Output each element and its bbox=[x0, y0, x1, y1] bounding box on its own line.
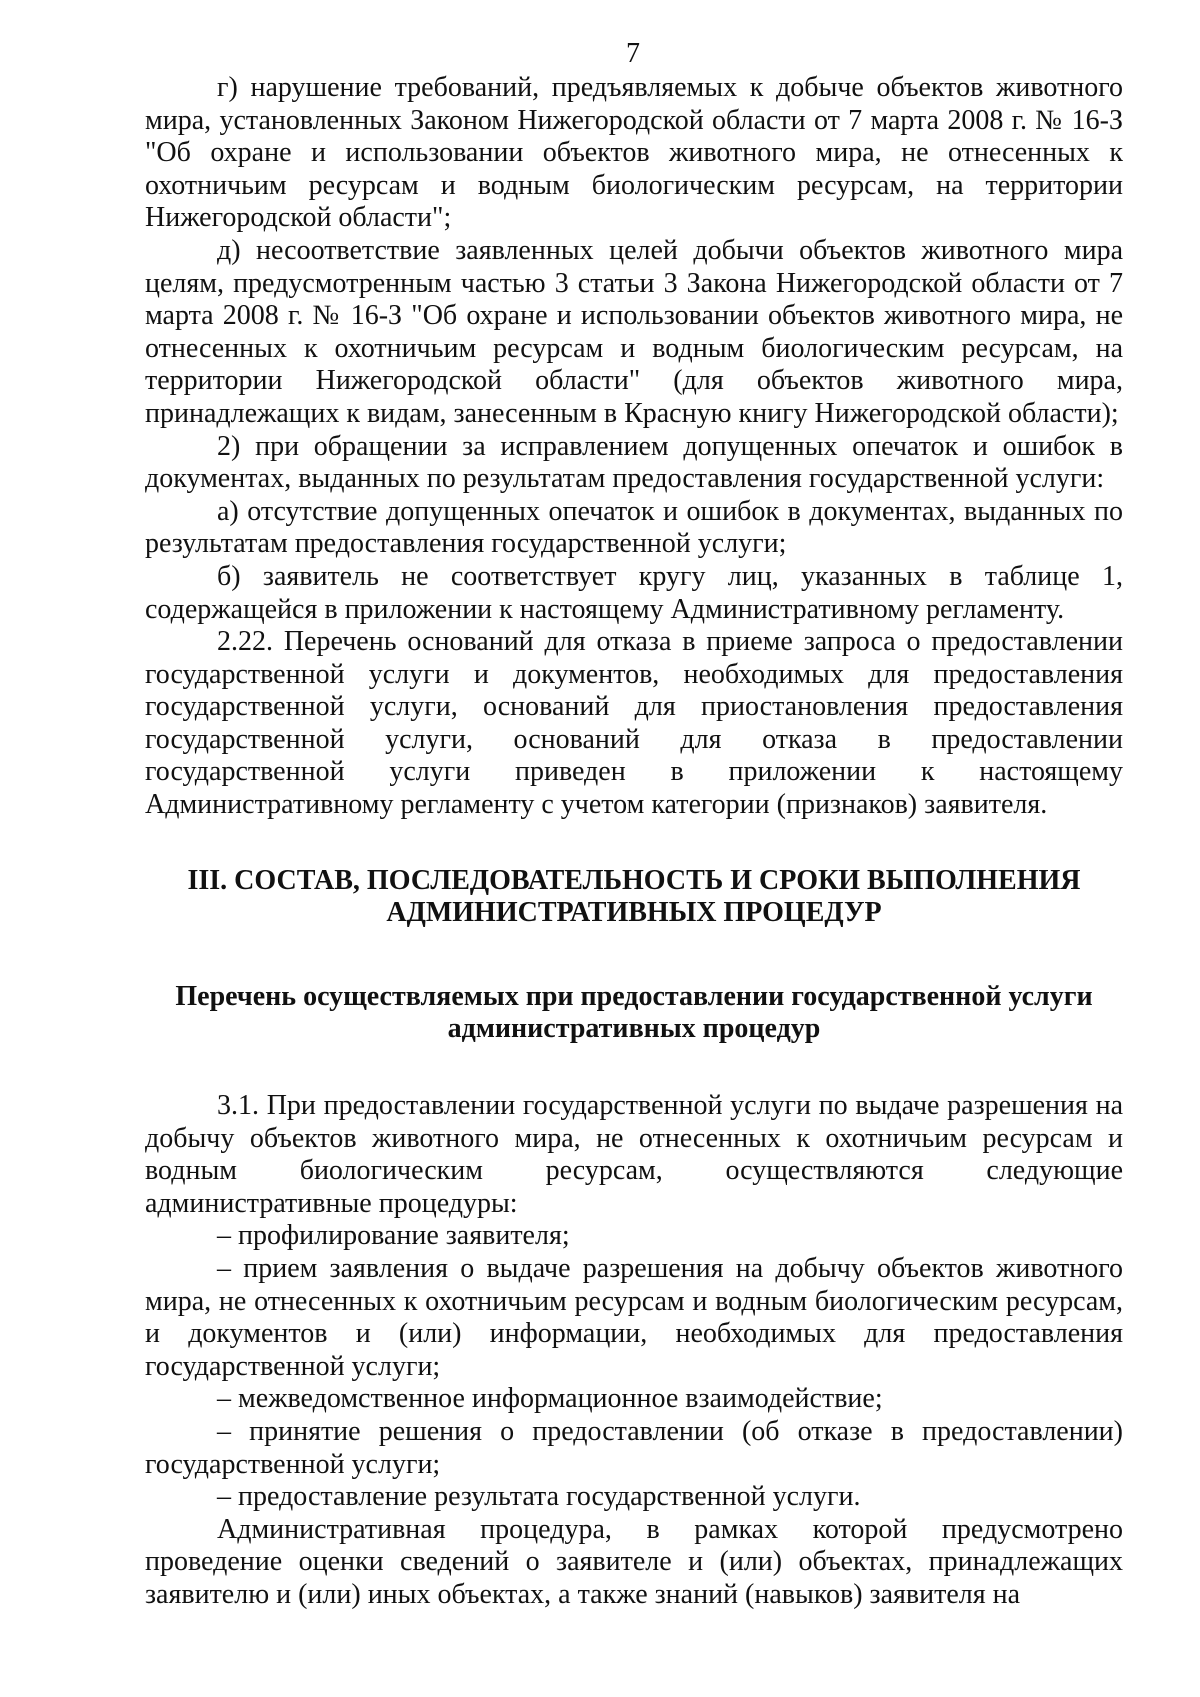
page-number: 7 bbox=[626, 38, 640, 69]
subsection-heading-line-2: административных процедур bbox=[447, 1013, 821, 1045]
list-item-interagency: – межведомственное информационное взаимодействие; bbox=[217, 1383, 883, 1415]
paragraph-3-1: 3.1. При предоставлении государственной услуги по выдаче разрешения на добычу объектов животного мира, не отнесенных к охотничьим ресурсам и водным биологическим ресурсам, осуществляются следующие административные процедуры: bbox=[145, 1090, 1123, 1219]
paragraph-item-2: 2) при обращении за исправлением допущенных опечаток и ошибок в документах, выданных по результатам предоставления государственной услуги: bbox=[145, 430, 1123, 495]
list-item-decision: – принятие решения о предоставлении (об отказе в предоставлении) государственной услуги; bbox=[145, 1415, 1123, 1480]
paragraph-admin-procedure: Административная процедура, в рамках которой предусмотрено проведение оценки сведений о заявителе и (или) объектах, принадлежащих заявителю и (или) иных объектах, а также знаний (навыков) заявителя на bbox=[145, 1513, 1123, 1610]
list-item-reception: – прием заявления о выдаче разрешения на добычу объектов животного мира, не отнесенных к охотничьим ресурсам и водным биологическим ресурсам, и документов и (или) информации, необходимых для предоставления государственной услуги; bbox=[145, 1253, 1123, 1382]
procedures-block bbox=[145, 1090, 1123, 1612]
paragraph-item-g: г) нарушение требований, предъявляемых к добыче объектов животного мира, установленных Законом Нижегородской области от 7 марта 2008 г. № 16-З "Об охране и использовании объектов животного мира, не отнесенных к охотничьим ресурсам и водным биологическим ресурсам, на территории Нижегородской области"; bbox=[145, 72, 1123, 234]
paragraph-item-b: б) заявитель не соответствует кругу лиц, указанных в таблице 1, содержащейся в приложении к настоящему Административному регламенту. bbox=[145, 560, 1123, 625]
document-body bbox=[145, 72, 1123, 1612]
subsection-heading-line-1: Перечень осуществляемых при предоставлении государственной услуги bbox=[175, 980, 1093, 1012]
section-heading-line-1: III. СОСТАВ, ПОСЛЕДОВАТЕЛЬНОСТЬ И СРОКИ ВЫПОЛНЕНИЯ bbox=[187, 864, 1081, 896]
list-item-profiling: – профилирование заявителя; bbox=[217, 1220, 570, 1252]
section-heading bbox=[145, 865, 1123, 930]
list-item-result: – предоставление результата государственной услуги. bbox=[217, 1481, 861, 1513]
paragraph-2-22: 2.22. Перечень оснований для отказа в приеме запроса о предоставлении государственной услуги и документов, необходимых для предоставления государственной услуги, оснований для приостановления предоставления государственной услуги, оснований для отказа в предоставлении государственной услуги приведен в приложении к настоящему Административному регламенту с учетом категории (признаков) заявителя. bbox=[145, 626, 1123, 821]
section-heading-line-2: АДМИНИСТРАТИВНЫХ ПРОЦЕДУР bbox=[386, 897, 882, 929]
subsection-heading bbox=[145, 981, 1123, 1046]
paragraph-item-d: д) несоответствие заявленных целей добычи объектов животного мира целям, предусмотренным частью 3 статьи 3 Закона Нижегородской области от 7 марта 2008 г. № 16-З "Об охране и использовании объектов животного мира, не отнесенных к охотничьим ресурсам и водным биологическим ресурсам, на территории Нижегородской области" (для объектов животного мира, принадлежащих к видам, занесенным в Красную книгу Нижегородской области); bbox=[145, 234, 1123, 429]
paragraph-item-a: а) отсутствие допущенных опечаток и ошибок в документах, выданных по результатам предоставления государственной услуги; bbox=[145, 495, 1123, 560]
